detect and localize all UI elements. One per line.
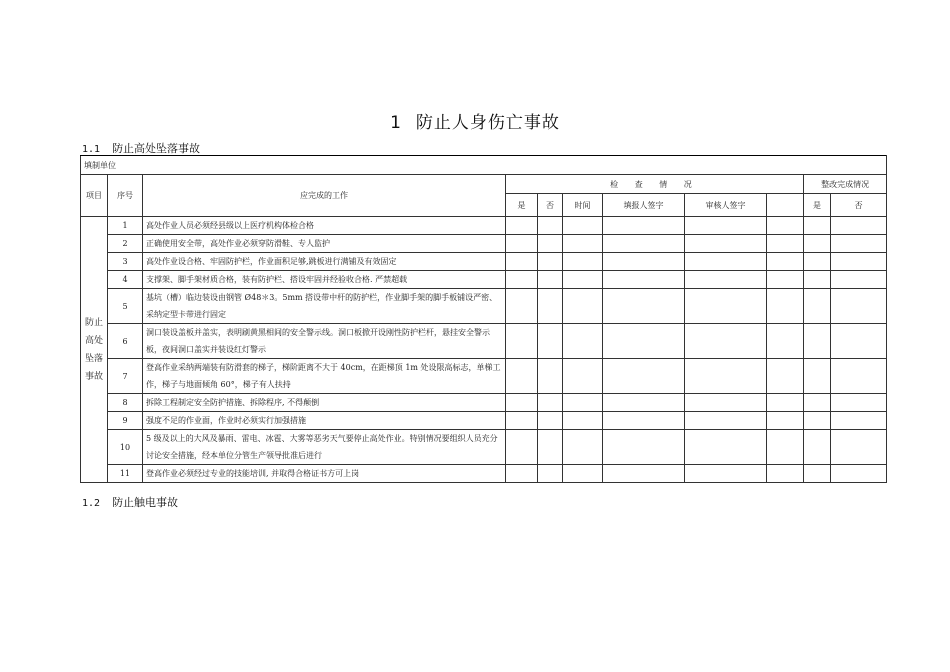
empty-cell[interactable]: [685, 430, 767, 465]
empty-cell[interactable]: [563, 289, 603, 324]
empty-cell[interactable]: [804, 324, 831, 359]
empty-cell[interactable]: [685, 289, 767, 324]
table-row: [81, 430, 887, 465]
row-seq: 2: [108, 235, 143, 253]
empty-cell[interactable]: [538, 271, 563, 289]
empty-cell[interactable]: [685, 412, 767, 430]
empty-cell[interactable]: [506, 359, 538, 394]
empty-cell[interactable]: [804, 289, 831, 324]
row-task: 基坑（槽）临边装设由钢管 Ø48＊3。5mm 搭设带中杆的防护栏，作业脚手架的脚手板铺设严密、采纳定型卡带进行固定: [143, 289, 506, 324]
row-seq: 4: [108, 271, 143, 289]
header-no-2: 否: [831, 194, 887, 217]
section-text: 防止触电事故: [112, 496, 179, 509]
empty-cell[interactable]: [767, 217, 804, 235]
empty-cell[interactable]: [603, 289, 685, 324]
empty-cell[interactable]: [603, 271, 685, 289]
empty-cell[interactable]: [538, 253, 563, 271]
empty-cell[interactable]: [767, 253, 804, 271]
empty-cell[interactable]: [804, 253, 831, 271]
row-seq: 1: [108, 217, 143, 235]
empty-cell[interactable]: [603, 394, 685, 412]
category-cell: 防止 高处 坠落 事故: [81, 217, 108, 483]
empty-cell[interactable]: [563, 324, 603, 359]
empty-cell[interactable]: [506, 235, 538, 253]
header-check-group: 检 查 情 况: [506, 175, 804, 194]
empty-cell[interactable]: [603, 217, 685, 235]
row-seq: 3: [108, 253, 143, 271]
empty-cell[interactable]: [831, 289, 887, 324]
header-filler-sign: 填报人签字: [603, 194, 685, 217]
empty-cell[interactable]: [506, 271, 538, 289]
empty-cell[interactable]: [685, 359, 767, 394]
empty-cell[interactable]: [603, 253, 685, 271]
header-yes-2: 是: [804, 194, 831, 217]
empty-cell[interactable]: [804, 430, 831, 465]
table-row: [81, 324, 887, 359]
empty-cell[interactable]: [685, 271, 767, 289]
empty-cell[interactable]: [563, 235, 603, 253]
header-rectify-group: 整改完成情况: [804, 175, 887, 194]
empty-cell[interactable]: [831, 430, 887, 465]
empty-cell[interactable]: [506, 412, 538, 430]
empty-cell[interactable]: [831, 324, 887, 359]
empty-cell[interactable]: [804, 217, 831, 235]
empty-cell[interactable]: [831, 465, 887, 483]
header-yes: 是: [506, 194, 538, 217]
empty-cell[interactable]: [767, 235, 804, 253]
empty-cell[interactable]: [685, 465, 767, 483]
empty-cell[interactable]: [563, 465, 603, 483]
empty-cell[interactable]: [506, 289, 538, 324]
empty-cell[interactable]: [603, 465, 685, 483]
empty-cell[interactable]: [563, 430, 603, 465]
empty-cell[interactable]: [538, 217, 563, 235]
empty-cell[interactable]: [831, 253, 887, 271]
section-text: 防止高处坠落事故: [112, 142, 201, 155]
row-task: 登高作业必须经过专业的技能培训, 并取得合格证书方可上岗: [143, 465, 506, 483]
empty-cell[interactable]: [563, 359, 603, 394]
empty-cell[interactable]: [538, 235, 563, 253]
empty-cell[interactable]: [804, 465, 831, 483]
empty-cell[interactable]: [538, 394, 563, 412]
empty-cell[interactable]: [685, 394, 767, 412]
section-heading-1-1: [82, 140, 200, 156]
table-row: [81, 253, 887, 271]
empty-cell[interactable]: [831, 359, 887, 394]
header-item: 项目: [81, 175, 108, 217]
header-empty: [767, 194, 804, 217]
empty-cell[interactable]: [506, 324, 538, 359]
row-seq: 5: [108, 289, 143, 324]
section-number: 1.2: [82, 498, 101, 509]
header-time: 时间: [563, 194, 603, 217]
empty-cell[interactable]: [831, 271, 887, 289]
document-title: [0, 108, 950, 133]
empty-cell[interactable]: [538, 324, 563, 359]
table-row: [81, 217, 887, 235]
section-heading-1-2: [82, 494, 178, 510]
empty-cell[interactable]: [831, 235, 887, 253]
row-task: 5 级及以上的大风及暴雨、雷电、冰雹、大雾等恶劣天气要停止高处作业。特别情况要组织人员充分讨论安全措施，经本单位分管生产领导批准后进行: [143, 430, 506, 465]
empty-cell[interactable]: [804, 271, 831, 289]
empty-cell[interactable]: [685, 253, 767, 271]
title-text: 防止人身伤亡事故: [415, 113, 560, 133]
row-seq: 7: [108, 359, 143, 394]
row-task: 支撑架、脚手架材质合格，装有防护栏、搭设牢固并经验收合格. 严禁超载: [143, 271, 506, 289]
table-row: [81, 412, 887, 430]
empty-cell[interactable]: [767, 359, 804, 394]
empty-cell[interactable]: [563, 253, 603, 271]
empty-cell[interactable]: [506, 430, 538, 465]
row-seq: 11: [108, 465, 143, 483]
empty-cell[interactable]: [804, 359, 831, 394]
empty-cell[interactable]: [506, 217, 538, 235]
header-no: 否: [538, 194, 563, 217]
empty-cell[interactable]: [831, 394, 887, 412]
empty-cell[interactable]: [603, 359, 685, 394]
row-task: 强度不足的作业面，作业时必须实行加强措施: [143, 412, 506, 430]
row-task: 拆除工程制定安全防护措施、拆除程序, 不得颠倒: [143, 394, 506, 412]
empty-cell[interactable]: [563, 217, 603, 235]
empty-cell[interactable]: [767, 394, 804, 412]
unit-label: 填制单位: [81, 156, 887, 175]
empty-cell[interactable]: [685, 324, 767, 359]
empty-cell[interactable]: [831, 412, 887, 430]
empty-cell[interactable]: [804, 235, 831, 253]
empty-cell[interactable]: [767, 430, 804, 465]
empty-cell[interactable]: [603, 430, 685, 465]
empty-cell[interactable]: [685, 217, 767, 235]
row-seq: 10: [108, 430, 143, 465]
header-work: 应完成的工作: [143, 175, 506, 217]
empty-cell[interactable]: [538, 412, 563, 430]
empty-cell[interactable]: [506, 253, 538, 271]
row-task: 登高作业采纳两端装有防滑套的梯子，梯阶距离不大于 40cm，在距梯顶 1m 处设限高标志，单梯工作，梯子与地面倾角 60°，梯子有人扶持: [143, 359, 506, 394]
empty-cell[interactable]: [767, 465, 804, 483]
empty-cell[interactable]: [538, 465, 563, 483]
table-row: [81, 394, 887, 412]
table-row: [81, 465, 887, 483]
empty-cell[interactable]: [831, 217, 887, 235]
section-number: 1.1: [82, 144, 101, 155]
empty-cell[interactable]: [804, 394, 831, 412]
row-task: 高处作业设合格、牢固防护栏，作业面积足够,跳板进行满铺及有效固定: [143, 253, 506, 271]
empty-cell[interactable]: [603, 412, 685, 430]
empty-cell[interactable]: [767, 324, 804, 359]
title-number: 1: [390, 113, 402, 133]
empty-cell[interactable]: [767, 412, 804, 430]
row-task: 洞口装设盖板并盖实，表明刷黄黑相间的安全警示线。洞口板掀开设刚性防护栏杆，悬挂安全警示板，夜间洞口盖实并装设红灯警示: [143, 324, 506, 359]
row-seq: 8: [108, 394, 143, 412]
empty-cell[interactable]: [563, 271, 603, 289]
table-row: [81, 271, 887, 289]
table-row: [81, 359, 887, 394]
empty-cell[interactable]: [538, 289, 563, 324]
header-reviewer-sign: 审核人签字: [685, 194, 767, 217]
row-task: 正确使用安全带，高处作业必须穿防滑鞋、专人监护: [143, 235, 506, 253]
table-row: [81, 235, 887, 253]
empty-cell[interactable]: [804, 412, 831, 430]
empty-cell[interactable]: [538, 359, 563, 394]
empty-cell[interactable]: [538, 430, 563, 465]
empty-cell[interactable]: [685, 235, 767, 253]
inspection-table: [80, 155, 887, 483]
empty-cell[interactable]: [767, 289, 804, 324]
empty-cell[interactable]: [563, 412, 603, 430]
empty-cell[interactable]: [506, 465, 538, 483]
row-seq: 9: [108, 412, 143, 430]
table-row: [81, 289, 887, 324]
empty-cell[interactable]: [506, 394, 538, 412]
empty-cell[interactable]: [603, 235, 685, 253]
row-seq: 6: [108, 324, 143, 359]
row-task: 高处作业人员必须经县级以上医疗机构体检合格: [143, 217, 506, 235]
header-seq: 序号: [108, 175, 143, 217]
empty-cell[interactable]: [603, 324, 685, 359]
empty-cell[interactable]: [563, 394, 603, 412]
empty-cell[interactable]: [767, 271, 804, 289]
